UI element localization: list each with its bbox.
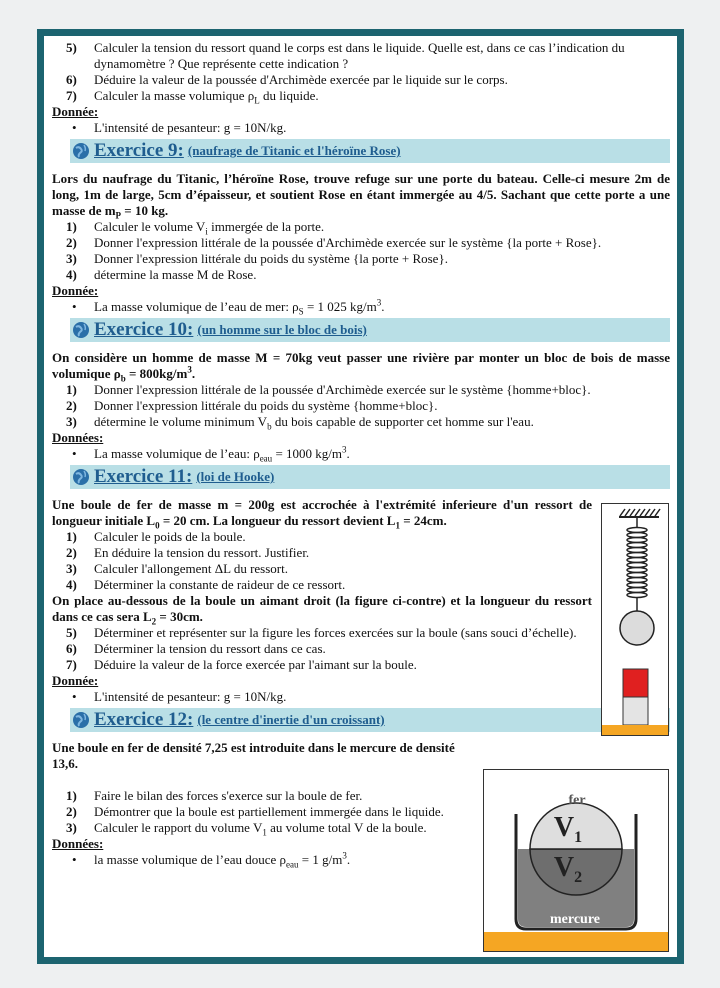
exercise-10-intro: On considère un homme de masse M = 70kg veut passer une rivière par monter un bloc de bois de masse volumique $\rho_b = 800kg/m^3$. — [52, 350, 670, 384]
label-v2: $V_2$ — [553, 852, 583, 886]
exercise-9-subtitle: (naufrage de Titanic et l'héroïne Rose) — [187, 143, 401, 158]
question-6: 6) Déduire la valeur de la poussée d'Archimède exercée par le liquide sur le corps. — [66, 72, 508, 87]
globe-icon — [72, 321, 90, 339]
exercise-11-header — [70, 465, 670, 489]
mercury-figure — [483, 769, 669, 952]
ex9-question-2: 2) Donner l'expression littérale de la poussée d'Archimède exercée sur le système {la porte + Rose}. — [66, 235, 602, 250]
ex10-question-3: 3) détermine le volume minimum $V_b$ du bois capable de supporter cet homme sur l'eau. — [66, 414, 534, 432]
exercise-11-subtitle: (loi de Hooke) — [196, 469, 275, 484]
spring-magnet-figure — [601, 503, 669, 736]
label-mercure: mercure — [549, 912, 601, 927]
document-page — [52, 40, 670, 868]
exercise-12-title: Exercice 12: — [94, 709, 194, 730]
exercise-10-title: Exercice 10: — [94, 319, 194, 340]
globe-icon — [72, 142, 90, 160]
ex11-question-6: 6) Déterminer la tension du ressort dans ce cas. — [66, 641, 326, 656]
ex11-question-7: 7) Déduire la valeur de la force exercée par l'aimant sur la boule. — [66, 657, 417, 672]
exercise-12-intro: Une boule en fer de densité 7,25 est introduite dans le mercure de densité 13,6. — [52, 740, 455, 771]
globe-icon — [72, 468, 90, 486]
ex9-question-1: 1) Calculer le volume $V_i$ immergée de la porte. — [66, 219, 325, 237]
label-fer: fer — [568, 793, 586, 808]
ex11-donnee-label: Donnée: — [52, 673, 99, 688]
exercise-11-intro: Une boule de fer de masse m = 200g est accrochée à l'extrémité inferieure d'un ressort de longueur initiale $L_0 = 20$ cm. La longueur du ressort devient $L_1 = 24cm$. — [52, 497, 592, 531]
ex11-question-1: 1) Calculer le poids de la boule. — [66, 529, 246, 544]
exercise-9-intro: Lors du naufrage du Titanic, l’héroïne Rose, trouve refuge sur une porte du bateau. Celle-ci mesure 2m de long, 1m de large, 5cm d’épaisseur, et soutient Rose en étant immergée au 4/5. Sachant que cette porte a une masse de $m_P = 10$ kg. — [52, 171, 670, 221]
ex12-donnees-label: Données: — [52, 836, 104, 851]
magnet-north — [623, 669, 648, 697]
ex10-donnee-label: Données: — [52, 430, 104, 445]
ex11-question-5: 5) Déterminer et représenter sur la figure les forces exercées sur la boule (sans souci d’échelle). — [66, 625, 577, 640]
ex12-question-3: 3) Calculer le rapport du volume $V_1$ au volume total V de la boule. — [66, 820, 427, 838]
ex9-question-3: 3) Donner l'expression littérale du poids du système {la porte + Rose}. — [66, 251, 448, 266]
ground — [602, 725, 668, 735]
ex12-question-1: 1) Faire le bilan des forces s'exerce sur la boule de fer. — [66, 788, 363, 803]
table-surface — [484, 932, 668, 951]
exercise-10-subtitle: (un homme sur le bloc de bois) — [197, 322, 367, 337]
ex9-question-4: 4) détermine la masse M de Rose. — [66, 267, 257, 282]
ex11-question-4: 4) Déterminer la constante de raideur de ce ressort. — [66, 577, 346, 592]
ex12-question-2: 2) Démontrer que la boule est partiellement immergée dans le liquide. — [66, 804, 444, 819]
question-7: 7) Calculer la masse volumique $\rho_L$ du liquide. — [66, 88, 319, 106]
ex11-donnee-item: • L'intensité de pesanteur: g = 10N/kg. — [72, 689, 287, 704]
ex11-question-3: 3) Calculer l'allongement ΔL du ressort. — [66, 561, 288, 576]
ex9-donnee-item: • La masse volumique de l’eau de mer: $\rho_S = 1$ 025 $kg/m^3$. — [72, 297, 385, 317]
ex11-question-2: 2) En déduire la tension du ressort. Justifier. — [66, 545, 310, 560]
exercise-12-header — [70, 708, 670, 732]
ex9-donnee-label: Donnée: — [52, 283, 99, 298]
exercise-9-title: Exercice 9: — [94, 140, 184, 161]
exercise-11-intro-2: On place au-dessous de la boule un aimant droit (la figure ci-contre) et la longueur du ressort dans ce cas sera $L_2 = 30cm$. — [52, 593, 592, 627]
donnee-item: • L'intensité de pesanteur: g = 10N/kg. — [72, 120, 287, 135]
exercise-10-header — [70, 318, 670, 342]
exercise-9-header — [70, 139, 670, 163]
exercise-11-title: Exercice 11: — [94, 466, 193, 487]
donnee-label: Donnée: — [52, 104, 99, 119]
ex10-donnee-item: • La masse volumique de l’eau: $\rho_{eau} = 1000$ $kg/m^3$. — [72, 444, 350, 464]
ex12-donnee-item: • la masse volumique de l’eau douce $\rho_{eau} = 1$ $g/m^3$. — [72, 850, 351, 870]
exercise-12-subtitle: (le centre d'inertie d'un croissant) — [197, 712, 385, 727]
magnet-south — [623, 697, 648, 725]
label-v1: $V_1$ — [553, 812, 583, 846]
question-5: 5) Calculer la tension du ressort quand le corps est dans le liquide. Quelle est, dans ce cas l’indication du dynamomètre ? Que représente cette indication ? — [66, 40, 625, 71]
ex10-question-1: 1) Donner l'expression littérale de la poussée d'Archimède exercée sur le système {homme+bloc}. — [66, 382, 591, 397]
globe-icon — [72, 711, 90, 729]
iron-ball — [620, 611, 654, 645]
ex10-question-2: 2) Donner l'expression littérale du poids du système {homme+bloc}. — [66, 398, 438, 413]
